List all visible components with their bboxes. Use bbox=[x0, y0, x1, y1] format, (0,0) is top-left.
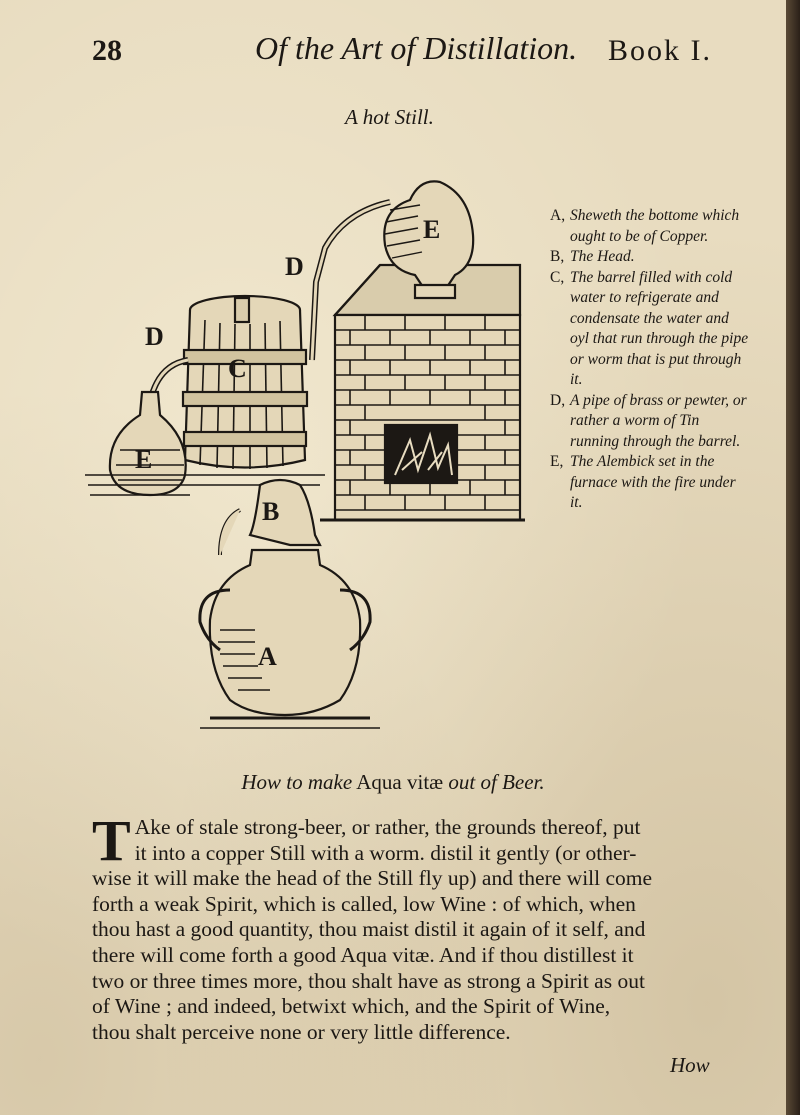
legend-key: C, bbox=[550, 268, 565, 286]
legend-entry-d bbox=[550, 391, 750, 453]
brick-furnace bbox=[320, 265, 525, 520]
receiver-e bbox=[110, 392, 186, 495]
legend-entry-e bbox=[550, 452, 750, 514]
svg-text:E: E bbox=[135, 445, 153, 474]
legend-text: The barrel filled with cold water to refrigerate and condensate the water and oyl that run through the pipe or worm that is put through it. bbox=[570, 268, 749, 388]
section-title-pre: How to make bbox=[241, 770, 353, 794]
catchword: How bbox=[670, 1053, 710, 1077]
svg-text:C: C bbox=[228, 354, 247, 383]
body-line: wise it will make the head of the Still fly up) and there will come bbox=[92, 866, 653, 891]
legend-text: The Head. bbox=[570, 248, 635, 265]
book-label: Book I. bbox=[608, 34, 712, 67]
legend-key: E, bbox=[550, 453, 564, 470]
body-line: there will come forth a good Aqua vitæ. And if thou distillest it bbox=[92, 942, 634, 967]
svg-text:D: D bbox=[145, 322, 164, 351]
still-woodcut-illustration bbox=[80, 170, 560, 730]
legend-key: D, bbox=[550, 391, 566, 409]
section-title bbox=[0, 770, 786, 795]
page-edge-shadow bbox=[786, 0, 800, 1115]
body-line: it into a copper Still with a worm. distil it gently (or other- bbox=[134, 840, 637, 865]
body-line: Ake of stale strong-beer, or rather, the grounds thereof, put bbox=[134, 815, 641, 839]
svg-text:D: D bbox=[285, 252, 304, 281]
running-title: Of the Art of Distillation. bbox=[255, 30, 578, 66]
section-title-post: out of Beer. bbox=[448, 770, 545, 794]
section-title-mid: Aqua vitæ bbox=[356, 770, 444, 794]
legend-key: B, bbox=[550, 248, 565, 265]
legend-key: A, bbox=[550, 207, 566, 224]
figure-legend bbox=[550, 206, 750, 514]
legend-text: Sheweth the bottome which ought to be of Copper. bbox=[570, 207, 740, 245]
svg-text:B: B bbox=[262, 497, 280, 526]
body-line: thou shalt perceive none or very little difference. bbox=[92, 1019, 511, 1044]
drop-cap: T bbox=[92, 808, 131, 873]
body-line: thou hast a good quantity, thou maist distil it again of it self, and bbox=[92, 917, 646, 942]
body-line: forth a weak Spirit, which is called, low Wine : of which, when bbox=[92, 891, 636, 916]
body-line: two or three times more, thou shalt have as strong a Spirit as out bbox=[92, 968, 645, 993]
svg-text:E: E bbox=[423, 215, 441, 244]
legend-text: A pipe of brass or pewter, or rather a worm of Tin running through the barrel. bbox=[570, 391, 747, 450]
body-line: of Wine ; and indeed, betwixt which, and the Spirit of Wine, bbox=[92, 994, 611, 1019]
svg-text:A: A bbox=[258, 642, 277, 671]
legend-entry-a bbox=[550, 206, 750, 247]
figure-title: A hot Still. bbox=[345, 105, 434, 129]
legend-text: The Alembick set in the furnace with the fire under it. bbox=[570, 453, 736, 511]
page-number: 28 bbox=[92, 34, 122, 67]
legend-entry-b bbox=[550, 247, 750, 268]
legend-entry-c bbox=[550, 268, 750, 391]
section-body bbox=[92, 808, 724, 1045]
